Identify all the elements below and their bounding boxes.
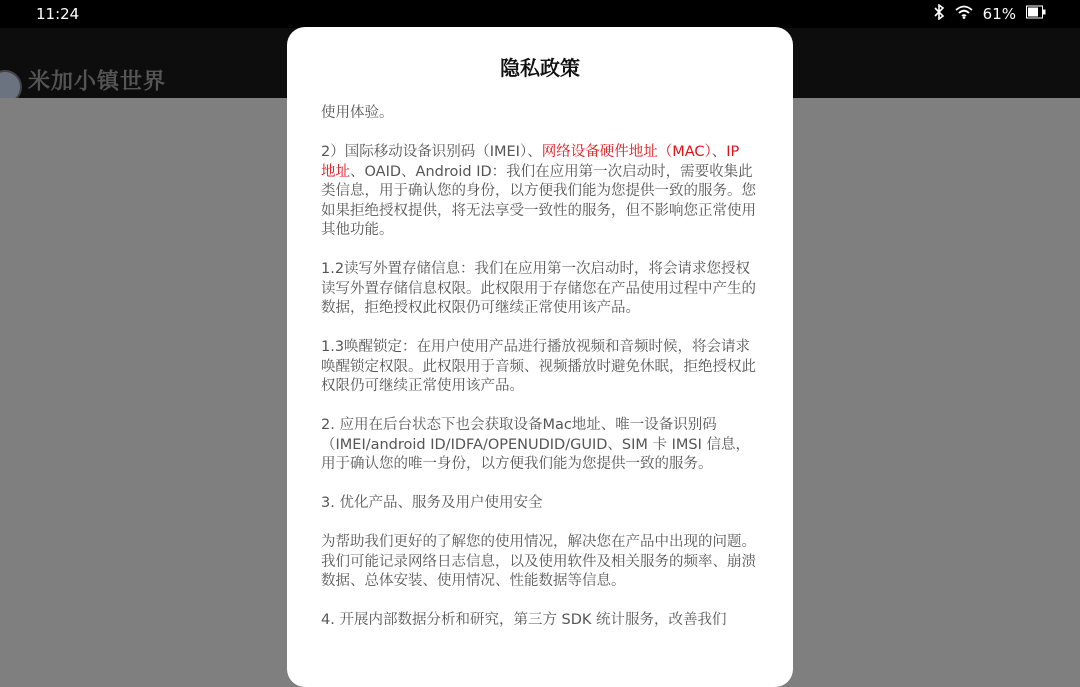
- wifi-icon: [955, 5, 973, 23]
- policy-paragraph: 2. 应用在后台状态下也会获取设备Mac地址、唯一设备识别码（IMEI/android ID/IDFA/OPENUDID/GUID、SIM 卡 IMSI 信息，用于确认您的唯一身份，以方便我们能为您提供一致的服务。: [321, 417, 750, 472]
- policy-text: 2）国际移动设备识别码（IMEI）、: [321, 144, 542, 160]
- policy-paragraph: 1.3唤醒锁定：在用户使用产品进行播放视频和音频时候，将会请求唤醒锁定权限。此权限用于音频、视频播放时避免休眠，拒绝授权此权限仍可继续正常使用该产品。: [321, 339, 756, 394]
- policy-paragraph: 4. 开展内部数据分析和研究，第三方 SDK 统计服务，改善我们: [321, 612, 727, 628]
- dialog-title: 隐私政策: [500, 56, 580, 80]
- app-title: 米加小镇世界: [28, 69, 167, 95]
- highlight-ip: IP 地址: [321, 144, 740, 180]
- battery-icon: [1026, 5, 1046, 23]
- highlight-mac: 网络设备硬件地址（MAC）: [541, 144, 712, 160]
- privacy-dialog: [287, 27, 793, 687]
- policy-paragraph: 使用体验。: [321, 105, 394, 121]
- status-bar: [0, 0, 1080, 28]
- policy-text: 、: [711, 144, 727, 160]
- policy-paragraph-device-ids: [321, 143, 757, 241]
- policy-text: 、OAID、Android ID：我们在应用第一次启动时，需要收集此类信息，用于确认您的身份，以方便我们能为您提供一致的服务。您如果拒绝授权提供，将无法享受一致性的服务，但不影响您正常使用其他功能。: [321, 163, 756, 238]
- policy-paragraph: 1.2读写外置存储信息：我们在应用第一次启动时，将会请求您授权读写外置存储信息权限。此权限用于存储您在产品使用过程中产生的数据，拒绝授权此权限仍可继续正常使用该产品。: [321, 261, 756, 316]
- battery-percent: 61%: [982, 5, 1016, 23]
- policy-paragraph: 3. 优化产品、服务及用户使用安全: [321, 495, 543, 511]
- status-time: 11:24: [36, 5, 80, 23]
- status-icons: [933, 4, 1046, 24]
- bluetooth-icon: [933, 4, 945, 24]
- policy-paragraph: 为帮助我们更好的了解您的使用情况，解决您在产品中出现的问题。我们可能记录网络日志信息，以及使用软件及相关服务的频率、崩溃数据、总体安装、使用情况、性能数据等信息。: [321, 534, 756, 589]
- policy-scroll-area[interactable]: [321, 104, 757, 669]
